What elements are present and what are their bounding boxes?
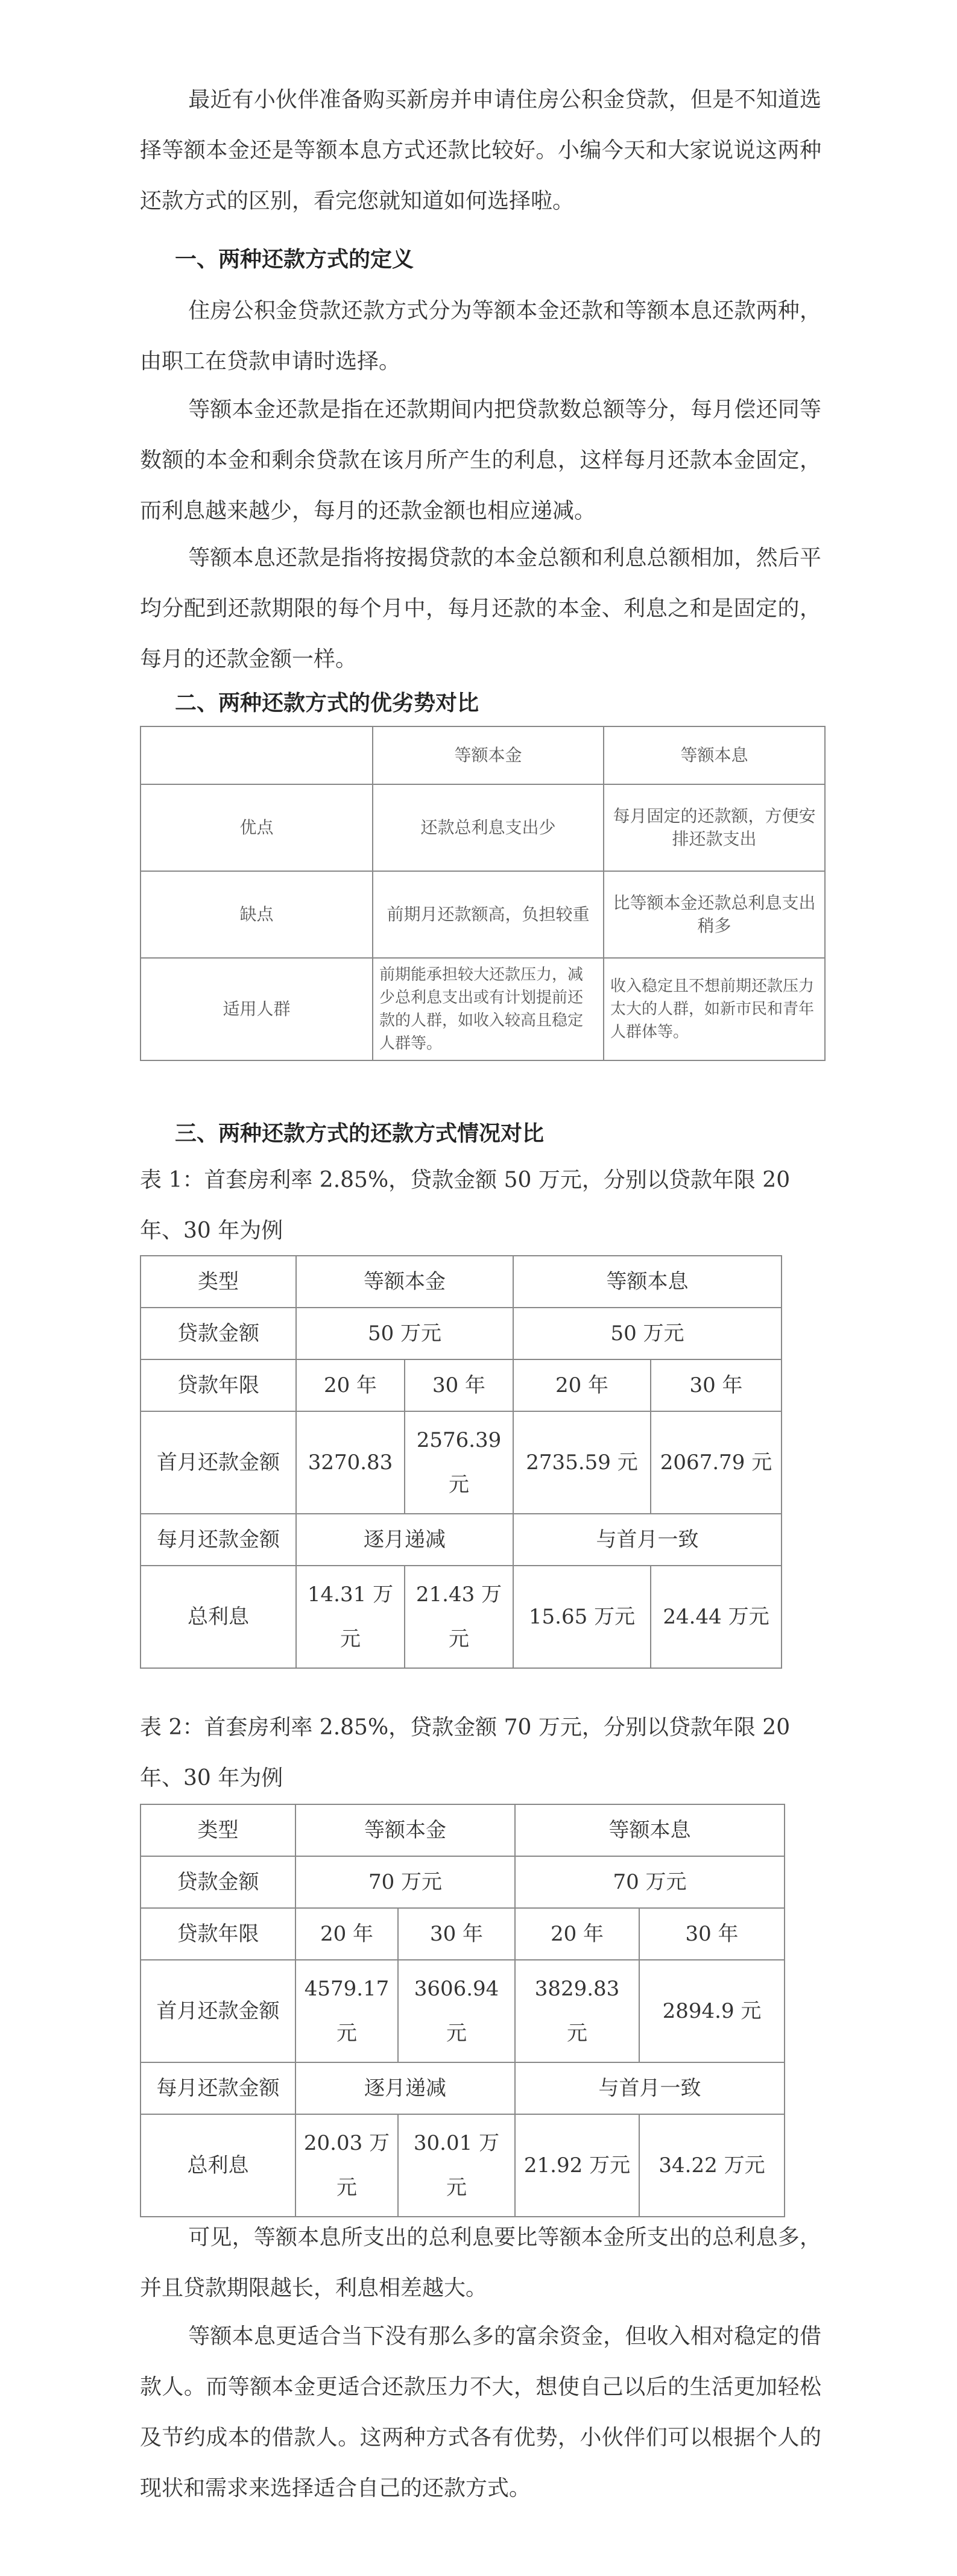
table-header-cell: 等额本金 <box>373 726 604 784</box>
table-cell: 与首月一致 <box>513 1514 782 1566</box>
table-row-label: 总利息 <box>141 2114 295 2217</box>
table-cell: 还款总利息支出少 <box>373 784 604 871</box>
table-row-label: 首月还款金额 <box>141 1411 296 1514</box>
table-row-label: 每月还款金额 <box>141 1514 296 1566</box>
table-cell: 50 万元 <box>296 1308 513 1359</box>
table-row-label: 贷款金额 <box>141 1308 296 1359</box>
table-cell: 收入稳定且不想前期还款压力太大的人群，如新市民和青年人群体等。 <box>604 958 825 1060</box>
table1-caption: 表 1：首套房利率 2.85%，贷款金额 50 万元，分别以贷款年限 20 年、30 年为例 <box>140 1168 791 1243</box>
table-row <box>141 1308 782 1359</box>
table-row-label: 总利息 <box>141 1566 296 1668</box>
table-row <box>141 726 825 784</box>
table-row-label: 每月还款金额 <box>141 2062 295 2114</box>
table-row <box>141 1856 785 1908</box>
table-cell: 前期能承担较大还款压力，减少总利息支出或有计划提前还款的人群，如收入较高且稳定人群等。 <box>373 958 604 1060</box>
intro-paragraph: 最近有小伙伴准备购买新房并申请住房公积金贷款，但是不知道选择等额本金还是等额本息方式还款比较好。小编今天和大家说说这两种还款方式的区别，看完您就知道如何选择啦。 <box>140 87 821 213</box>
table-cell <box>141 726 373 784</box>
section3-heading: 三、两种还款方式的还款方式情况对比 <box>175 1121 545 1146</box>
table-row <box>141 1359 782 1411</box>
repayment-table-2 <box>140 1804 785 2217</box>
section2-heading: 二、两种还款方式的优劣势对比 <box>175 690 479 716</box>
table-cell: 20 年 <box>513 1359 651 1411</box>
table-cell: 30 年 <box>405 1359 513 1411</box>
table-cell: 2576.39 元 <box>405 1411 513 1514</box>
table-cell: 2735.59 元 <box>513 1411 651 1514</box>
table-cell: 4579.17 元 <box>295 1960 398 2062</box>
table-cell: 2067.79 元 <box>651 1411 782 1514</box>
table-cell: 14.31 万元 <box>296 1566 405 1668</box>
table-cell: 前期月还款额高，负担较重 <box>373 871 604 958</box>
table-row-label: 类型 <box>141 1256 296 1308</box>
table-header-cell: 等额本息 <box>604 726 825 784</box>
table-header-cell: 等额本金 <box>296 1256 513 1308</box>
table-cell: 70 万元 <box>515 1856 785 1908</box>
table-row-label: 贷款年限 <box>141 1359 296 1411</box>
table-cell: 21.92 万元 <box>515 2114 639 2217</box>
table-row <box>141 1514 782 1566</box>
table-cell: 21.43 万元 <box>405 1566 513 1668</box>
table-cell: 30 年 <box>651 1359 782 1411</box>
table-row-label: 贷款年限 <box>141 1908 295 1960</box>
table-cell: 与首月一致 <box>515 2062 785 2114</box>
table-row <box>141 784 825 871</box>
section1-paragraph-2: 等额本金还款是指在还款期间内把贷款数总额等分，每月偿还同等数额的本金和剩余贷款在该月所产生的利息，这样每月还款本金固定，而利息越来越少，每月的还款金额也相应递减。 <box>140 397 821 523</box>
section1-paragraph-1: 住房公积金贷款还款方式分为等额本金还款和等额本息还款两种，由职工在贷款申请时选择。 <box>140 298 821 374</box>
table-row <box>141 1411 782 1514</box>
conclusion-paragraph-2: 等额本息更适合当下没有那么多的富余资金，但收入相对稳定的借款人。而等额本金更适合还款压力不大，想使自己以后的生活更加轻松及节约成本的借款人。这两种方式各有优势，小伙伴们可以根据个人的现状和需求来选择适合自己的还款方式。 <box>140 2324 821 2501</box>
table-cell: 30 年 <box>639 1908 785 1960</box>
table-row <box>141 1256 782 1308</box>
table2-caption: 表 2：首套房利率 2.85%，贷款金额 70 万元，分别以贷款年限 20 年、30 年为例 <box>140 1715 791 1790</box>
table-cell: 30.01 万元 <box>398 2114 515 2217</box>
section1-paragraph-3: 等额本息还款是指将按揭贷款的本金总额和利息总额相加，然后平均分配到还款期限的每个月中，每月还款的本金、利息之和是固定的，每月的还款金额一样。 <box>140 546 821 672</box>
table-cell: 3829.83 元 <box>515 1960 639 2062</box>
table-row <box>141 1804 785 1856</box>
table-cell: 比等额本金还款总利息支出稍多 <box>604 871 825 958</box>
table-header-cell: 等额本金 <box>295 1804 515 1856</box>
table-row <box>141 2114 785 2217</box>
table-cell: 3270.83 <box>296 1411 405 1514</box>
table-row <box>141 871 825 958</box>
table-cell: 15.65 万元 <box>513 1566 651 1668</box>
table-row-label: 首月还款金额 <box>141 1960 295 2062</box>
table-cell: 逐月递减 <box>296 1514 513 1566</box>
table-row-label: 优点 <box>141 784 373 871</box>
table-cell: 3606.94 元 <box>398 1960 515 2062</box>
table-cell: 70 万元 <box>295 1856 515 1908</box>
table-row-label: 适用人群 <box>141 958 373 1060</box>
table-cell: 每月固定的还款额，方便安排还款支出 <box>604 784 825 871</box>
table-cell: 50 万元 <box>513 1308 782 1359</box>
conclusion-paragraph-1: 可见，等额本息所支出的总利息要比等额本金所支出的总利息多，并且贷款期限越长，利息相差越大。 <box>140 2225 821 2300</box>
table-row <box>141 1908 785 1960</box>
table-header-cell: 等额本息 <box>513 1256 782 1308</box>
table-row <box>141 1960 785 2062</box>
table-row <box>141 958 825 1060</box>
table-header-cell: 等额本息 <box>515 1804 785 1856</box>
table-cell: 20 年 <box>295 1908 398 1960</box>
table-cell: 20 年 <box>515 1908 639 1960</box>
table-row <box>141 2062 785 2114</box>
repayment-table-1 <box>140 1255 782 1669</box>
table-cell: 20.03 万元 <box>295 2114 398 2217</box>
table-row-label: 缺点 <box>141 871 373 958</box>
section1-heading: 一、两种还款方式的定义 <box>175 247 414 272</box>
table-cell: 逐月递减 <box>295 2062 515 2114</box>
table-cell: 20 年 <box>296 1359 405 1411</box>
table-row <box>141 1566 782 1668</box>
table-row-label: 贷款金额 <box>141 1856 295 1908</box>
table-cell: 34.22 万元 <box>639 2114 785 2217</box>
table-row-label: 类型 <box>141 1804 295 1856</box>
table-cell: 24.44 万元 <box>651 1566 782 1668</box>
table-cell: 30 年 <box>398 1908 515 1960</box>
comparison-table <box>140 726 826 1061</box>
table-cell: 2894.9 元 <box>639 1960 785 2062</box>
